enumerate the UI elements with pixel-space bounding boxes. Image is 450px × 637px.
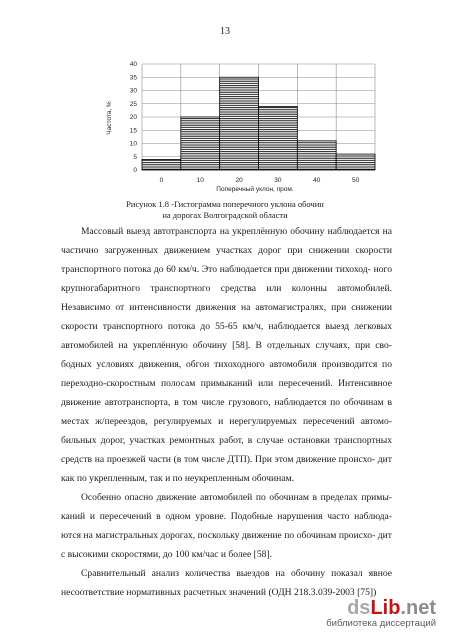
text-line: частично загруженных движением участках дорог при снижении скорости <box>61 245 392 256</box>
text-line: местах ж/переездов, регулируемых и нерегулируемых пересечений автомо- <box>61 416 392 427</box>
text-line: переходно-скоростным полосам примыканий или пересечений. Интенсивное <box>61 378 392 389</box>
y-tick-label: 5 <box>133 153 137 161</box>
dslib-subtitle: библиотека диссертаций <box>326 618 436 629</box>
text-line: Массовый выезд автотранспорта на укреплённую обочину наблюдается на <box>81 226 392 237</box>
x-tick-label: 0 <box>159 177 164 184</box>
histogram-bar-0 <box>142 159 181 170</box>
paragraph-1 <box>61 222 392 488</box>
y-tick-label: 20 <box>129 114 137 122</box>
text-line: средств на проезжей части (в том числе ДТП). При этом движение происхо- <box>61 454 376 465</box>
logo-ds: ds <box>347 597 371 619</box>
y-axis-ticks <box>130 61 138 174</box>
dslib-watermark[interactable] <box>326 598 436 629</box>
text-line: скорости транспортного потока до 55-65 км/ч, наблюдается выезд легковых <box>61 321 392 332</box>
text-line: несоответствие нормативных расчетных значений (ОДН 218.3.039-2003 [75]) <box>61 587 377 598</box>
x-axis-ticks <box>160 177 360 184</box>
text-line: каний и пересечений в одном уровне. Подобные нарушения часто наблюда- <box>61 511 392 522</box>
figure-caption-line-2: на дорогах Волгоградской области <box>162 210 288 220</box>
x-tick-label: 50 <box>351 177 360 184</box>
y-tick-label: 0 <box>133 167 137 175</box>
y-tick-label: 35 <box>129 74 137 82</box>
text-line: ются на магистральных дорогах, поскольку движение по обочинам происхо- <box>61 530 376 541</box>
paragraph-2 <box>61 488 392 564</box>
chart-bars <box>142 77 375 170</box>
y-tick-label: 25 <box>129 100 137 108</box>
text-line: бодных условиях движения, обгон тихоходного автомобиля производится по <box>61 359 392 370</box>
dslib-logo <box>326 598 436 618</box>
text-line: ного крупногабаритного транспортного средства или колонны автомобилей. <box>61 264 392 294</box>
histogram-bar-20 <box>220 77 259 170</box>
histogram-chart <box>100 52 400 197</box>
y-axis-label: Частота, % <box>106 101 113 135</box>
histogram-bar-30 <box>259 106 298 170</box>
histogram-bar-10 <box>181 117 220 170</box>
text-line: движение автотранспорта, в том числе грузового, наблюдается по обочинам в <box>61 397 392 408</box>
x-tick-label: 20 <box>235 177 243 184</box>
paragraph-3 <box>61 564 392 602</box>
body-text <box>61 222 392 602</box>
x-tick-label: 30 <box>274 177 282 184</box>
text-line: автомобилей на укреплённую обочину [58]. В отдельных случаях, при сво- <box>61 340 392 351</box>
text-line: Сравнительный анализ количества выездов на обочину показал явное <box>81 568 392 579</box>
y-tick-label: 30 <box>129 87 137 95</box>
x-tick-label: 40 <box>313 177 321 184</box>
text-line: Независимо от интенсивности движения на автомагистралях, при снижении <box>61 302 392 313</box>
y-tick-label: 15 <box>129 127 137 135</box>
x-tick-label: 10 <box>196 177 204 184</box>
histogram-bar-50 <box>336 154 375 170</box>
logo-lib: Lib <box>370 597 401 619</box>
figure-caption-line-1: Рисунок 1.8 -Гистограмма поперечного уклона обочин <box>126 199 324 209</box>
text-line: дит как по укрепленным, так и по неукрепленным обочинам. <box>61 454 392 484</box>
text-line: транспортного потока до 60 км/ч. Это наблюдается при движении тихоход- <box>61 264 371 275</box>
text-line: бильных дорог, участках ремонтных работ, в случае остановки транспортных <box>61 435 392 446</box>
histogram-bar-40 <box>297 141 336 170</box>
text-line: Особенно опасно движение автомобилей по обочинам в пределах примы- <box>81 492 392 503</box>
page-number: 13 <box>220 26 230 37</box>
y-tick-label: 10 <box>129 140 137 148</box>
text-line: дит с высокими скоростями, до 100 км/час и более [58]. <box>61 530 392 560</box>
x-axis-label: Поперечный уклон, пром. <box>216 186 294 193</box>
y-tick-label: 40 <box>129 61 137 69</box>
logo-net: .net <box>400 597 436 619</box>
